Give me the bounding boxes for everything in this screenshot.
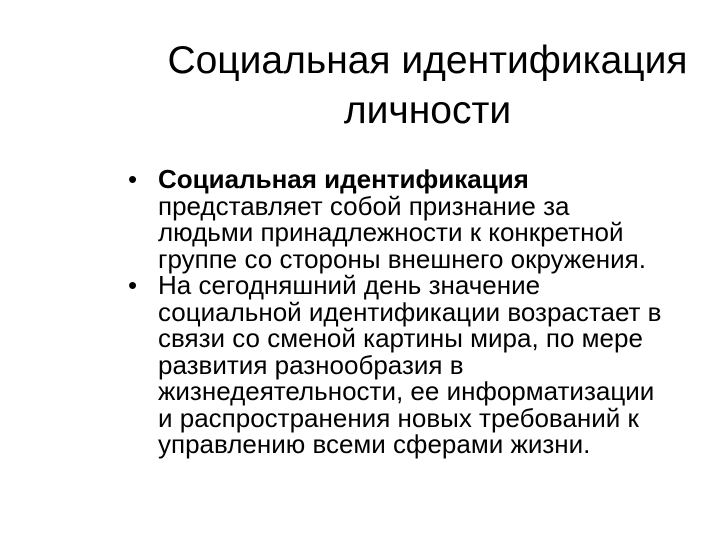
bullet-text-line: На сегодняшний день значение [158, 270, 541, 300]
bullet-text-line: социальной идентификации возрастает в [158, 296, 662, 327]
bullet-text-line: управлению всеми сферами жизни. [158, 429, 591, 459]
title-line-1: Социальная идентификация [167, 39, 688, 82]
bullet-text-line: жизнедеятельности, ее информатизации [158, 376, 655, 406]
bullet-item [126, 272, 716, 458]
bullet-list [126, 166, 716, 458]
bullet-marker: • [128, 164, 138, 194]
bullet-marker: • [128, 270, 138, 300]
title-line-2: личности [343, 89, 512, 132]
bullet-text-line: группе со стороны внешнего окружения. [158, 243, 646, 274]
bullet-text-line: развития разнообразия в [158, 349, 464, 380]
bullet-text-line: людьми принадлежности к конкретной [158, 217, 624, 247]
bullet-text-line: и распространения новых требований к [158, 402, 639, 433]
bullet-text-line: связи со сменой картины мира, по мере [158, 323, 643, 353]
bullet-text-line: Социальная идентификация [158, 164, 529, 194]
bullet-text-line: представляет собой признание за [158, 190, 570, 221]
slide-title [150, 36, 705, 136]
bullet-item [126, 166, 716, 272]
